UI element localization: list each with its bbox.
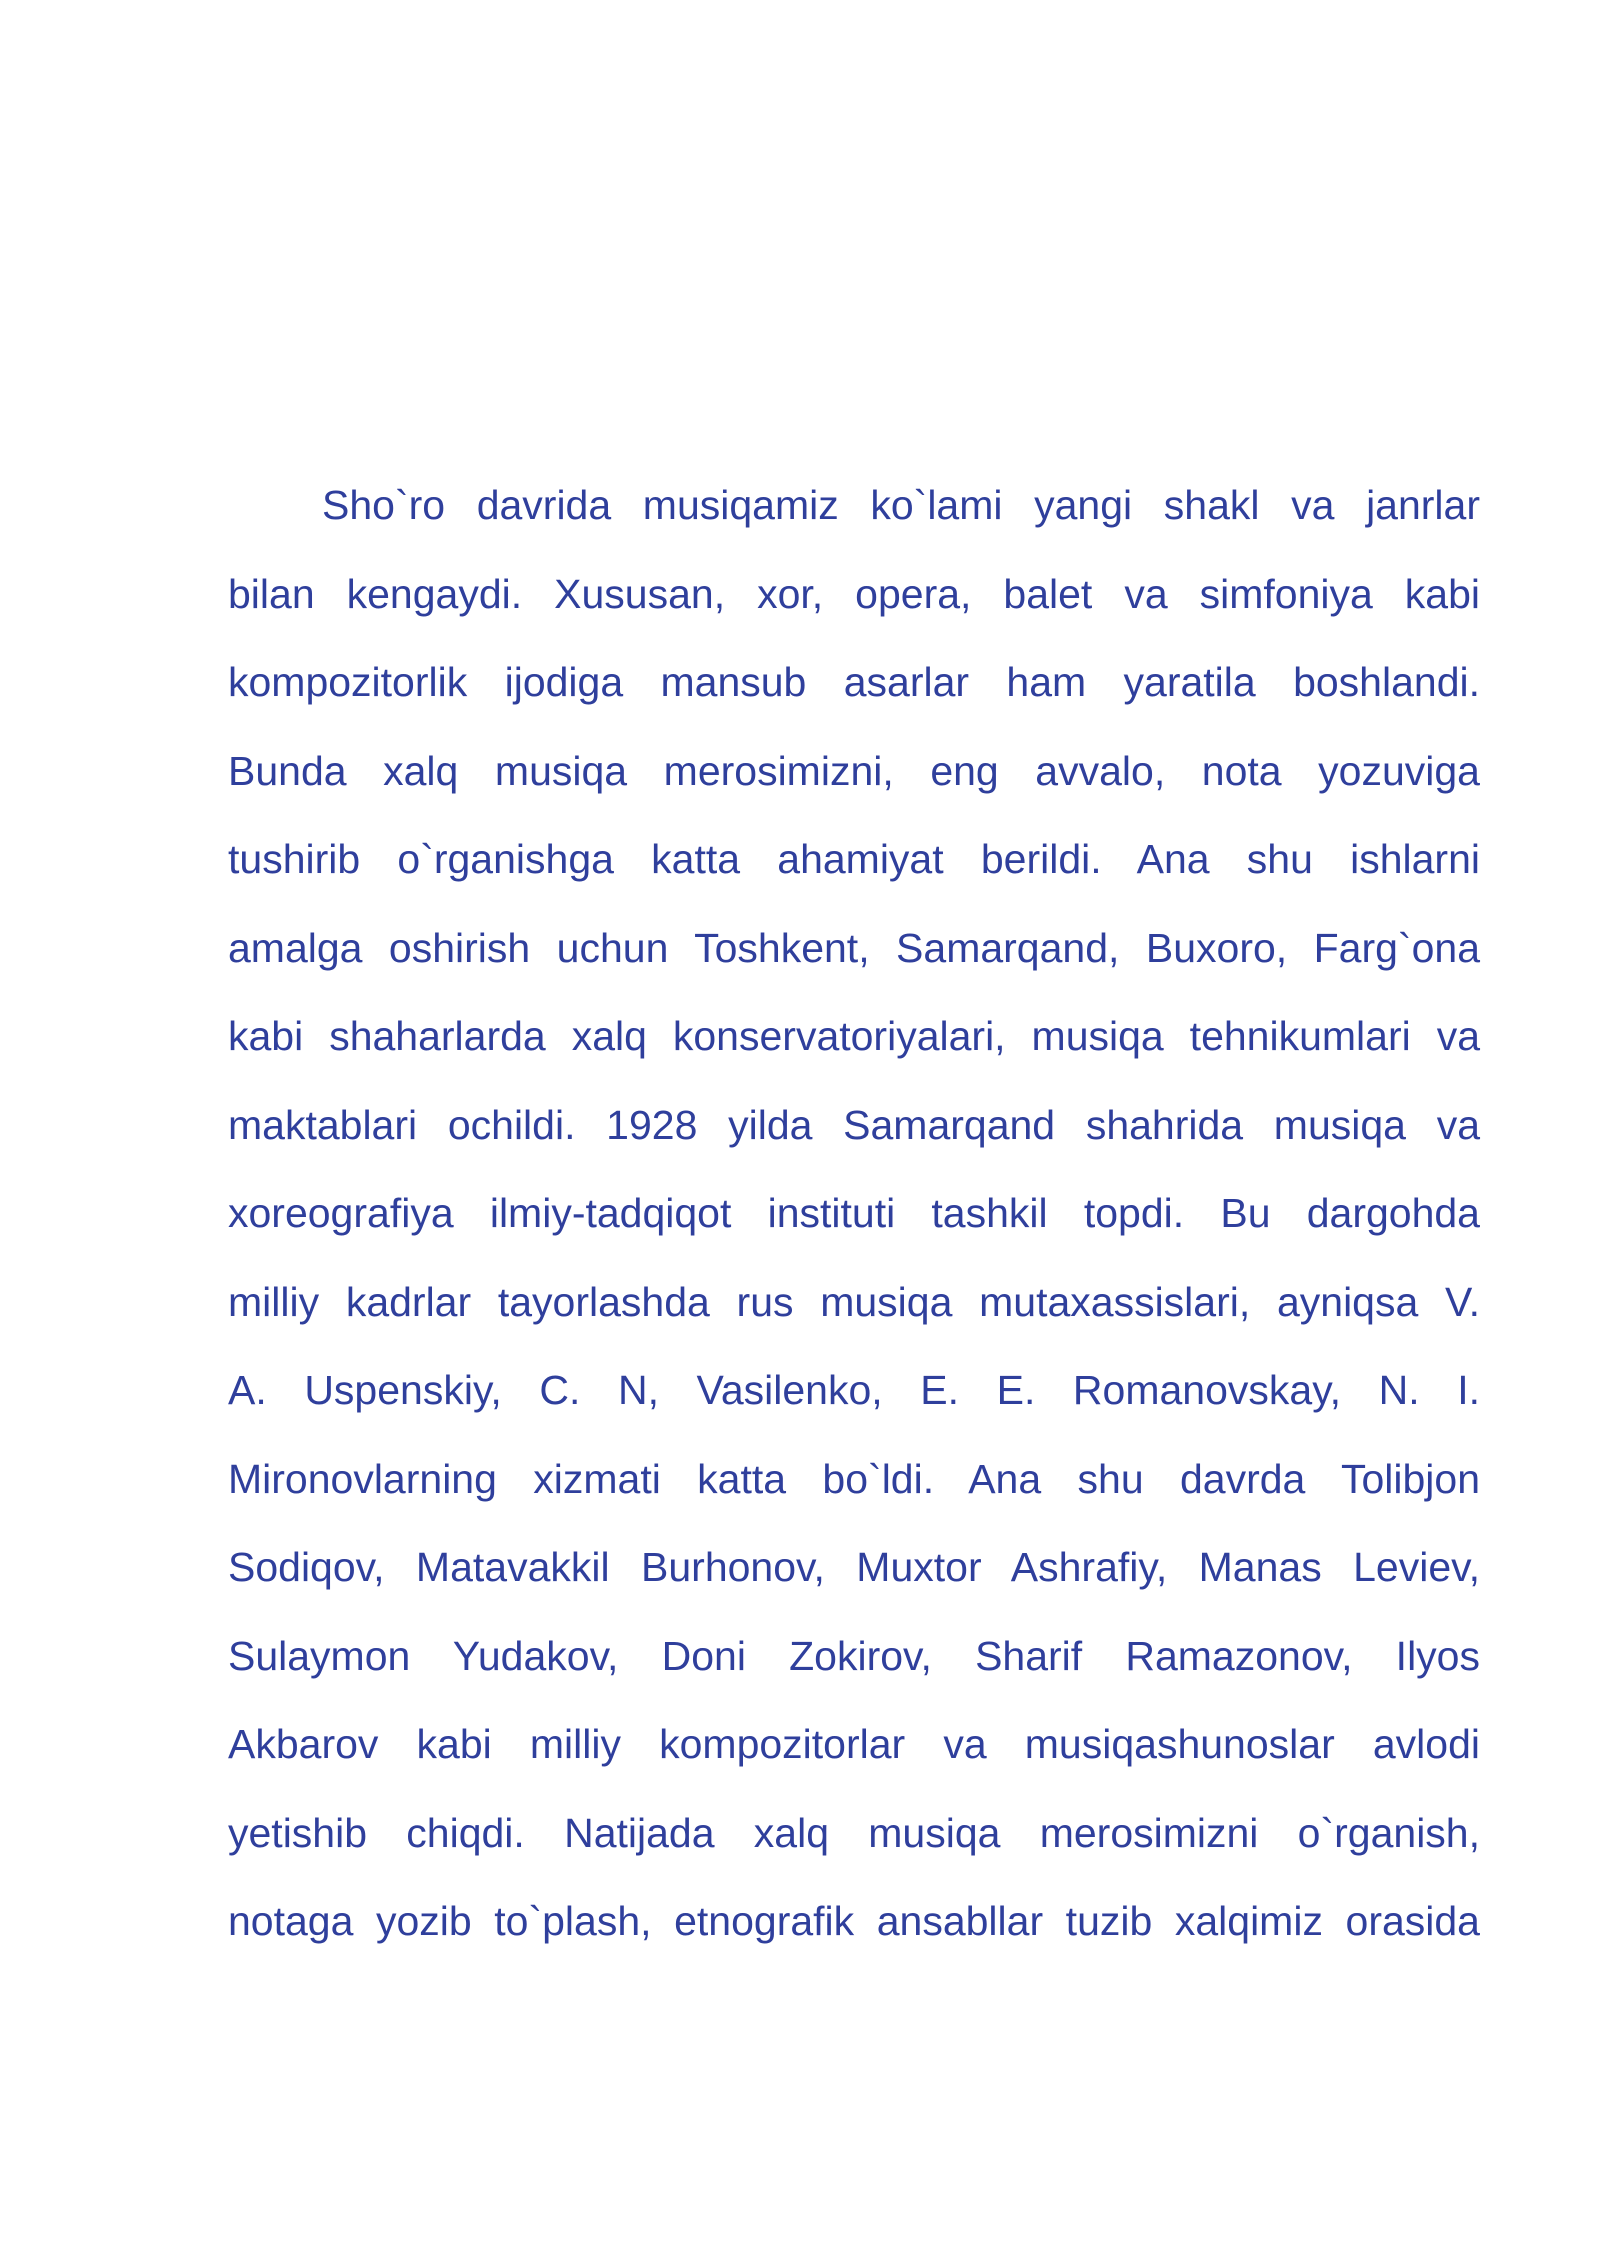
paragraph-line: Bunda xalq musiqa merosimizni, eng avvalo, nota yozuviga [228, 747, 1480, 794]
paragraph-line: bilan kengaydi. Xususan, xor, opera, balet va simfoniya kabi [228, 570, 1480, 617]
paragraph-line: Sulaymon Yudakov, Doni Zokirov, Sharif Ramazonov, Ilyos [228, 1632, 1480, 1679]
paragraph-line: Sho`ro davrida musiqamiz ko`lami yangi shakl va janrlar [322, 482, 1480, 528]
body-paragraph [228, 474, 1480, 1979]
paragraph-line: maktablari ochildi. 1928 yilda Samarqand shahrida musiqa va [228, 1101, 1480, 1148]
paragraph-line: tushirib o`rganishga katta ahamiyat berildi. Ana shu ishlarni [228, 836, 1480, 882]
paragraph-line: milliy kadrlar tayorlashda rus musiqa mutaxassislari, ayniqsa V. [228, 1278, 1480, 1325]
paragraph-line: kabi shaharlarda xalq konservatoriyalari, musiqa tehnikumlari va [228, 1013, 1480, 1059]
paragraph-line: notaga yozib to`plash, etnografik ansabllar tuzib xalqimiz orasida [228, 1898, 1480, 1944]
paragraph-line: Mironovlarning xizmati katta bo`ldi. Ana shu davrda Tolibjon [228, 1455, 1480, 1502]
paragraph-line: amalga oshirish uchun Toshkent, Samarqand, Buxoro, Farg`ona [228, 924, 1480, 971]
paragraph-line: kompozitorlik ijodiga mansub asarlar ham yaratila boshlandi. [228, 659, 1480, 705]
paragraph-line: A. Uspenskiy, C. N, Vasilenko, E. E. Romanovskay, N. I. [228, 1367, 1480, 1413]
paragraph-line: xoreografiya ilmiy-tadqiqot instituti tashkil topdi. Bu dargohda [228, 1190, 1480, 1236]
paragraph-line: Sodiqov, Matavakkil Burhonov, Muxtor Ashrafiy, Manas Leviev, [228, 1544, 1480, 1590]
paragraph-line: yetishib chiqdi. Natijada xalq musiqa merosimizni o`rganish, [228, 1809, 1480, 1856]
paragraph-line: Akbarov kabi milliy kompozitorlar va musiqashunoslar avlodi [228, 1721, 1480, 1767]
